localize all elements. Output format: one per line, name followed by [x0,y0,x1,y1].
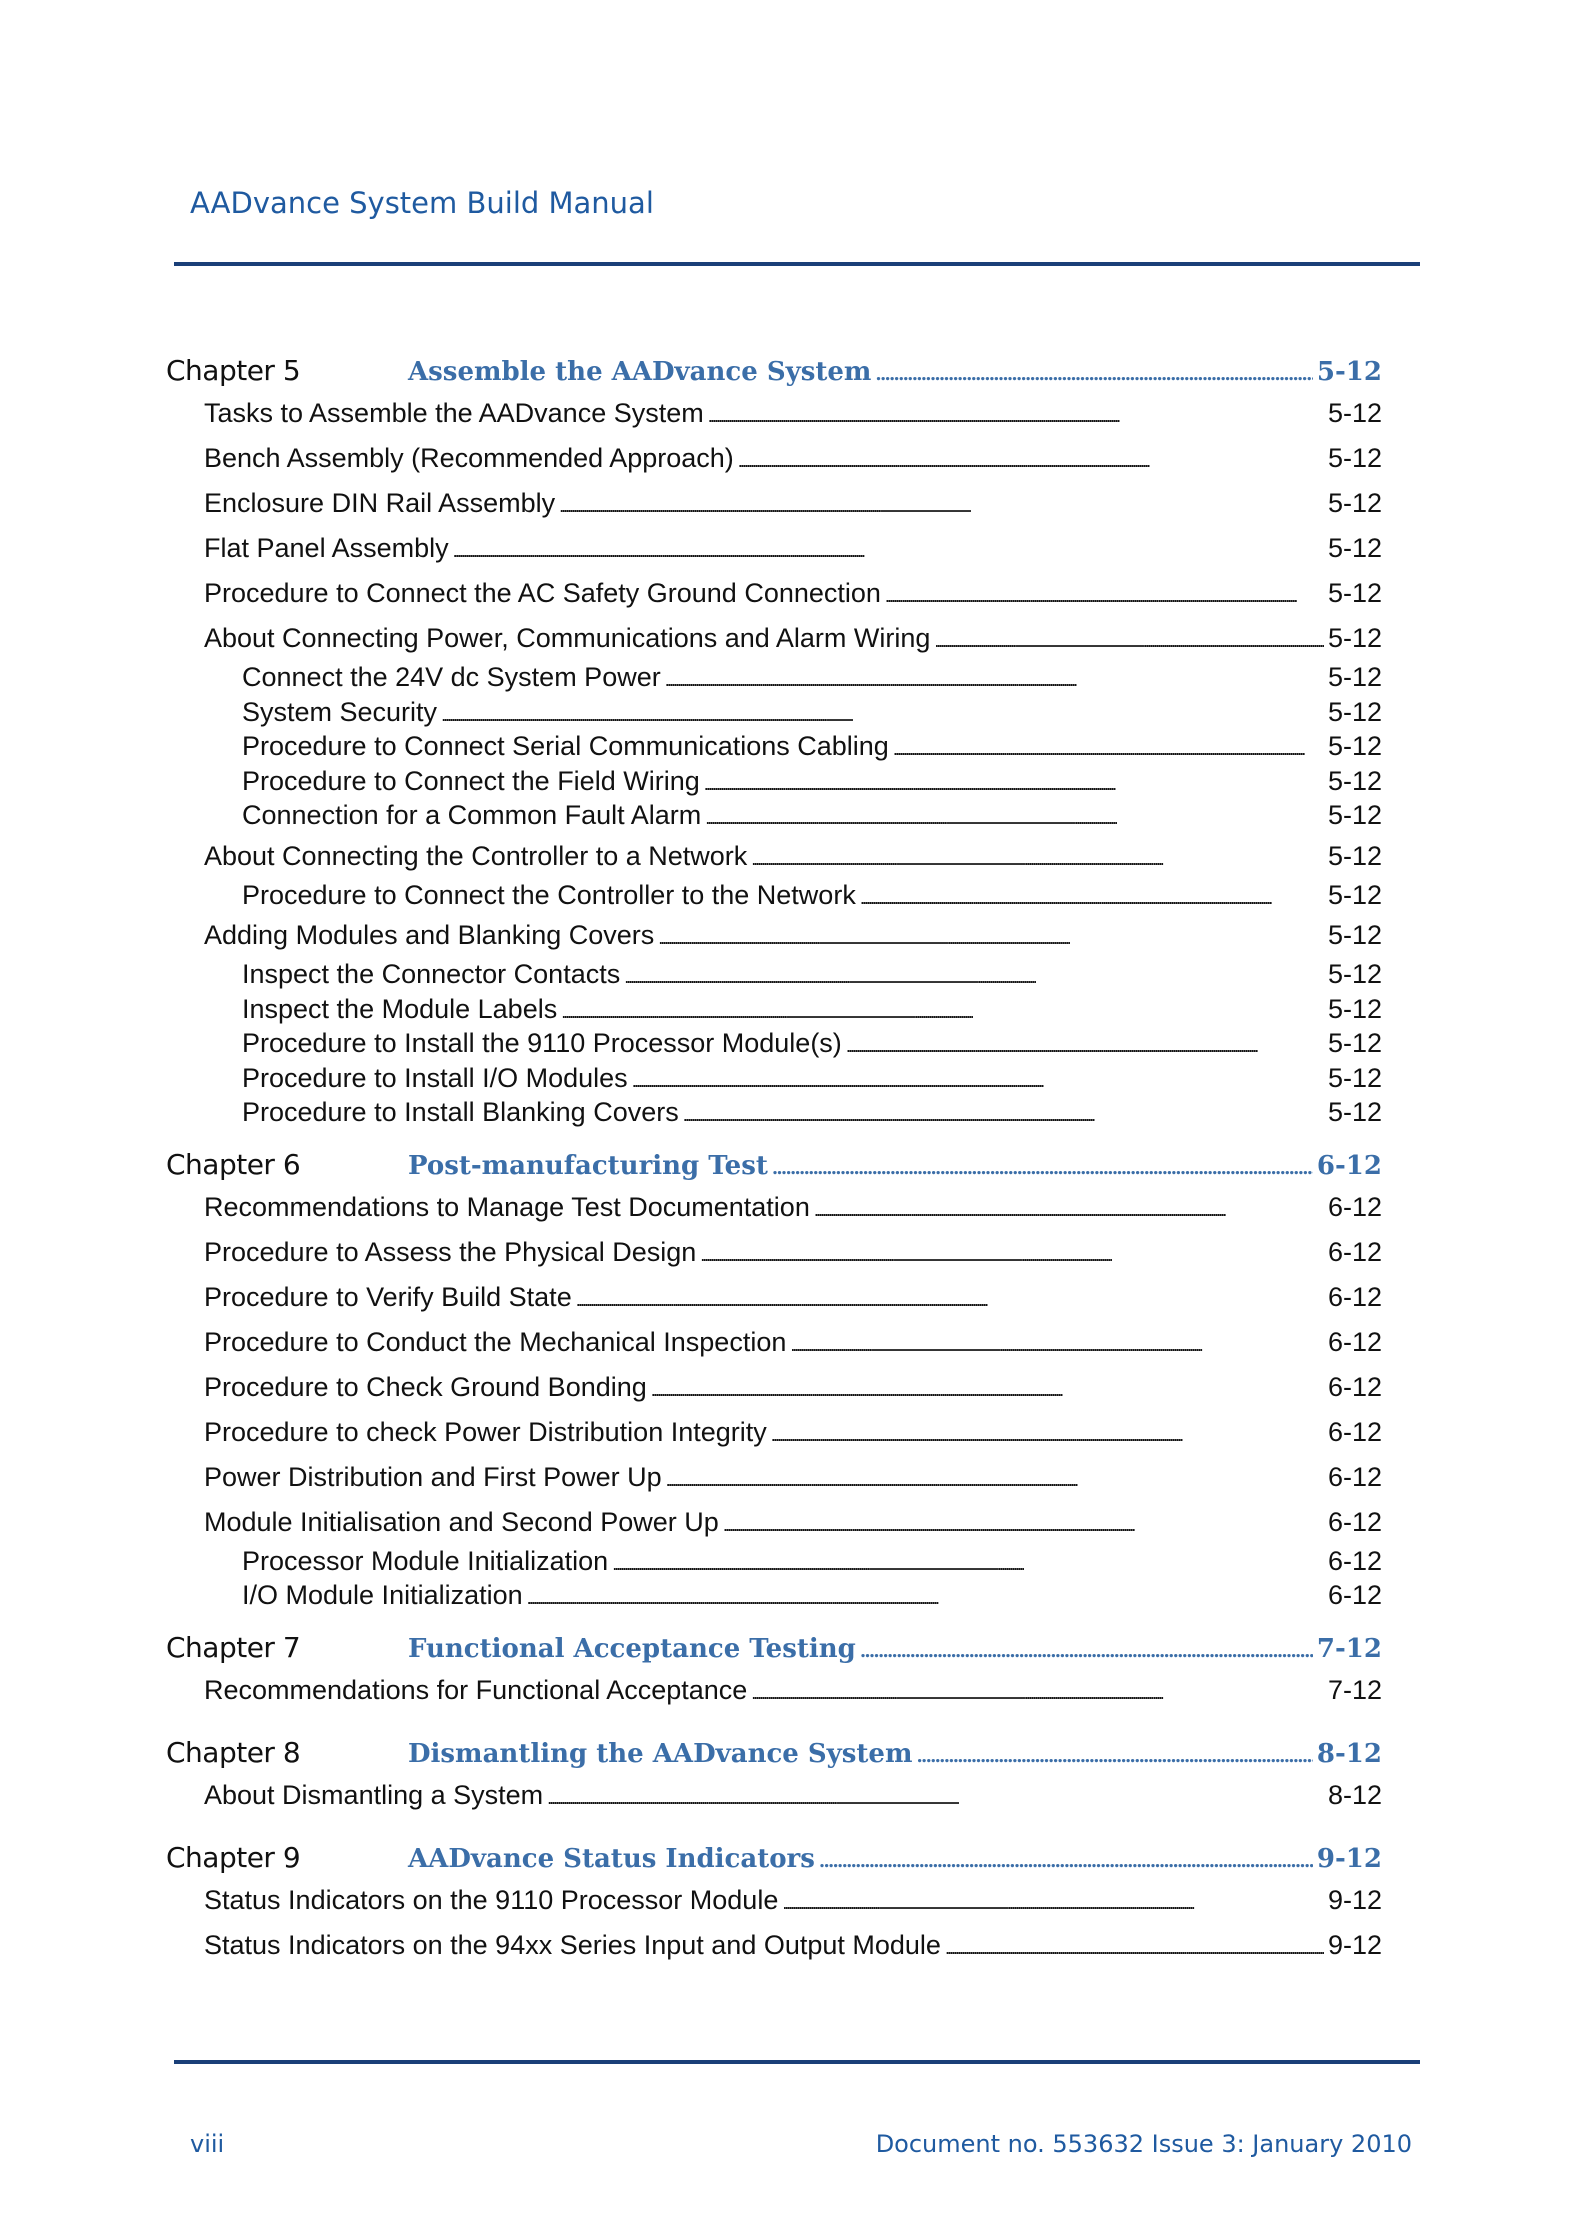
leader-dots [612,1546,1324,1577]
leader-dots [453,533,1324,564]
leader-dots [683,1097,1324,1128]
entry-page: 5-12 [1327,623,1382,653]
entry-page: 5-12 [1327,398,1382,428]
leader-dots [819,1844,1313,1874]
leader-dots [860,880,1324,911]
chapter-9-heading[interactable] [166,1841,1382,1885]
leader-dots [846,1028,1324,1059]
entry-text: Adding Modules and Blanking Covers [204,920,655,950]
entry-page: 6-12 [1327,1371,1382,1402]
entry-text: Procedure to Connect the Field Wiring [242,765,700,796]
chapter-page: 8-12 [1316,1738,1382,1769]
chapter-page: 9-12 [1316,1843,1382,1874]
toc-subentry[interactable] [166,959,1382,994]
entry-text: Module Initialisation and Second Power Up [204,1506,719,1537]
entry-text: Connect the 24V dc System Power [242,662,661,692]
toc-entry[interactable] [166,1417,1382,1462]
leader-dots [651,1372,1324,1403]
chapter-title: Functional Acceptance Testing [408,1633,856,1664]
entry-text: Bench Assembly (Recommended Approach) [204,443,734,473]
toc-subentry[interactable] [166,766,1382,801]
leader-dots [934,623,1324,654]
leader-dots [700,1237,1324,1268]
entry-page: 6-12 [1327,1580,1382,1610]
entry-text: Procedure to Verify Build State [204,1281,572,1312]
chapter-number: Chapter 9 [166,1840,301,1874]
entry-text: I/O Module Initialization [242,1580,523,1610]
entry-text: About Connecting the Controller to a Network [204,840,748,871]
leader-dots [527,1580,1324,1611]
entry-page: 5-12 [1327,696,1382,727]
entry-page: 5-12 [1327,1097,1382,1127]
entry-page: 6-12 [1327,1461,1382,1492]
entry-text: Procedure to Connect the AC Safety Ground Connection [204,578,881,608]
toc-subentry[interactable] [166,1063,1382,1098]
entry-text: Flat Panel Assembly [204,533,449,563]
entry-page: 9-12 [1327,1884,1382,1915]
entry-text: Processor Module Initialization [242,1545,609,1576]
toc-subentry[interactable] [166,1097,1382,1132]
entry-page: 5-12 [1327,731,1382,761]
toc-entry[interactable] [166,578,1382,623]
entry-page: 6-12 [1327,1191,1382,1222]
entry-page: 6-12 [1327,1545,1382,1576]
leader-dots [875,357,1313,387]
toc-subentry[interactable] [166,1028,1382,1063]
leader-dots [632,1063,1324,1094]
entry-text: Enclosure DIN Rail Assembly [204,488,556,518]
entry-page: 5-12 [1327,959,1382,989]
leader-dots [658,920,1324,951]
entry-text: Status Indicators on the 9110 Processor Module [204,1884,779,1915]
entry-page: 5-12 [1327,488,1382,518]
toc-entry[interactable] [166,398,1382,443]
chapter-number: Chapter 6 [166,1147,301,1181]
entry-text: System Security [242,696,438,727]
entry-text: Procedure to Install Blanking Covers [242,1097,679,1127]
leader-dots [441,697,1324,728]
leader-dots [704,766,1324,797]
entry-text: Status Indicators on the 94xx Series Input and Output Module [204,1929,941,1960]
leader-dots [885,578,1324,609]
toc-subentry[interactable] [166,880,1382,915]
chapter-title: Post-manufacturing Test [408,1150,768,1181]
leader-dots [790,1327,1324,1358]
entry-text: Connection for a Common Fault Alarm [242,800,702,830]
entry-text: Procedure to check Power Distribution Integrity [204,1416,767,1447]
leader-dots [893,731,1324,762]
entry-page: 5-12 [1327,920,1382,950]
toc-subentry[interactable] [166,662,1382,697]
table-of-contents [166,354,1382,1975]
leader-dots [559,488,1324,519]
entry-page: 5-12 [1327,662,1382,692]
entry-text: Tasks to Assemble the AADvance System [204,398,704,428]
chapter-page: 5-12 [1316,357,1382,387]
entry-page: 5-12 [1327,533,1382,563]
chapter-number: Chapter 5 [166,354,301,387]
toc-entry[interactable] [166,1372,1382,1417]
entry-page: 6-12 [1327,1416,1382,1447]
toc-entry[interactable] [166,1675,1382,1720]
chapter-7-heading[interactable] [166,1631,1382,1675]
entry-text: Procedure to Connect the Controller to the Network [242,879,856,910]
entry-page: 9-12 [1327,1929,1382,1960]
leader-dots [738,443,1324,474]
entry-page: 5-12 [1327,840,1382,871]
document-info: Document no. 553632 Issue 3: January 2010 [875,2130,1412,2158]
entry-page: 5-12 [1327,1062,1382,1093]
entry-text: Inspect the Connector Contacts [242,959,621,989]
toc-entry[interactable] [166,1462,1382,1507]
toc-entry[interactable] [166,1192,1382,1237]
entry-text: About Dismantling a System [204,1779,544,1810]
leader-dots [782,1885,1324,1916]
toc-entry[interactable] [166,1930,1382,1975]
toc-entry[interactable] [166,1780,1382,1825]
entry-text: Power Distribution and First Power Up [204,1461,662,1492]
entry-text: About Connecting Power, Communications and Alarm Wiring [204,623,931,653]
entry-page: 5-12 [1327,578,1382,608]
toc-entry[interactable] [166,488,1382,533]
entry-page: 6-12 [1327,1506,1382,1537]
leader-dots [723,1507,1324,1538]
entry-text: Procedure to Check Ground Bonding [204,1371,647,1402]
header-rule [174,262,1420,266]
toc-subentry[interactable] [166,1580,1382,1615]
entry-page: 5-12 [1327,443,1382,473]
leader-dots [917,1739,1313,1769]
chapter-page: 7-12 [1316,1633,1382,1664]
leader-dots [705,800,1324,831]
entry-text: Inspect the Module Labels [242,993,558,1024]
entry-page: 5-12 [1327,765,1382,796]
chapter-title: Dismantling the AADvance System [408,1738,913,1769]
entry-page: 8-12 [1327,1779,1382,1810]
entry-page: 6-12 [1327,1236,1382,1267]
toc-subentry[interactable] [166,994,1382,1029]
leader-dots [561,994,1324,1025]
chapter-number: Chapter 8 [166,1735,301,1769]
entry-text: Procedure to Assess the Physical Design [204,1236,697,1267]
leader-dots [666,1462,1324,1493]
chapter-title: AADvance Status Indicators [408,1843,815,1874]
entry-page: 6-12 [1327,1326,1382,1357]
document-title: AADvance System Build Manual [190,186,654,220]
entry-page: 5-12 [1327,879,1382,910]
leader-dots [814,1192,1324,1223]
entry-text: Recommendations for Functional Acceptance [204,1674,748,1705]
leader-dots [751,1675,1324,1706]
entry-page: 5-12 [1327,993,1382,1024]
leader-dots [624,959,1324,990]
leader-dots [547,1780,1324,1811]
entry-text: Procedure to Conduct the Mechanical Inspection [204,1326,787,1357]
chapter-5-heading[interactable] [166,354,1382,398]
entry-text: Procedure to Install I/O Modules [242,1062,628,1093]
chapter-page: 6-12 [1316,1150,1382,1181]
entry-text: Procedure to Install the 9110 Processor Module(s) [242,1028,842,1058]
toc-entry[interactable] [166,533,1382,578]
leader-dots [708,398,1324,429]
leader-dots [860,1634,1313,1664]
toc-subentry[interactable] [166,1546,1382,1581]
entry-text: Recommendations to Manage Test Documentation [204,1191,810,1222]
chapter-number: Chapter 7 [166,1630,301,1664]
toc-subentry[interactable] [166,800,1382,835]
chapter-title: Assemble the AADvance System [408,357,872,387]
toc-subentry[interactable] [166,731,1382,766]
entry-text: Procedure to Connect Serial Communications Cabling [242,731,889,761]
leader-dots [576,1282,1324,1313]
toc-entry[interactable] [166,1885,1382,1930]
toc-subentry[interactable] [166,697,1382,732]
leader-dots [665,662,1324,693]
chapter-6-heading[interactable] [166,1148,1382,1192]
leader-dots [751,841,1324,872]
chapter-8-heading[interactable] [166,1736,1382,1780]
entry-page: 5-12 [1327,800,1382,830]
toc-entry[interactable] [166,1237,1382,1282]
entry-page: 7-12 [1327,1674,1382,1705]
entry-page: 6-12 [1327,1281,1382,1312]
leader-dots [945,1930,1324,1961]
leader-dots [771,1417,1324,1448]
toc-entry[interactable] [166,1327,1382,1372]
entry-page: 5-12 [1327,1028,1382,1058]
leader-dots [772,1151,1313,1181]
footer-rule [174,2060,1420,2064]
toc-entry[interactable] [166,1282,1382,1327]
page-number: viii [190,2130,225,2158]
toc-entry[interactable] [166,443,1382,488]
